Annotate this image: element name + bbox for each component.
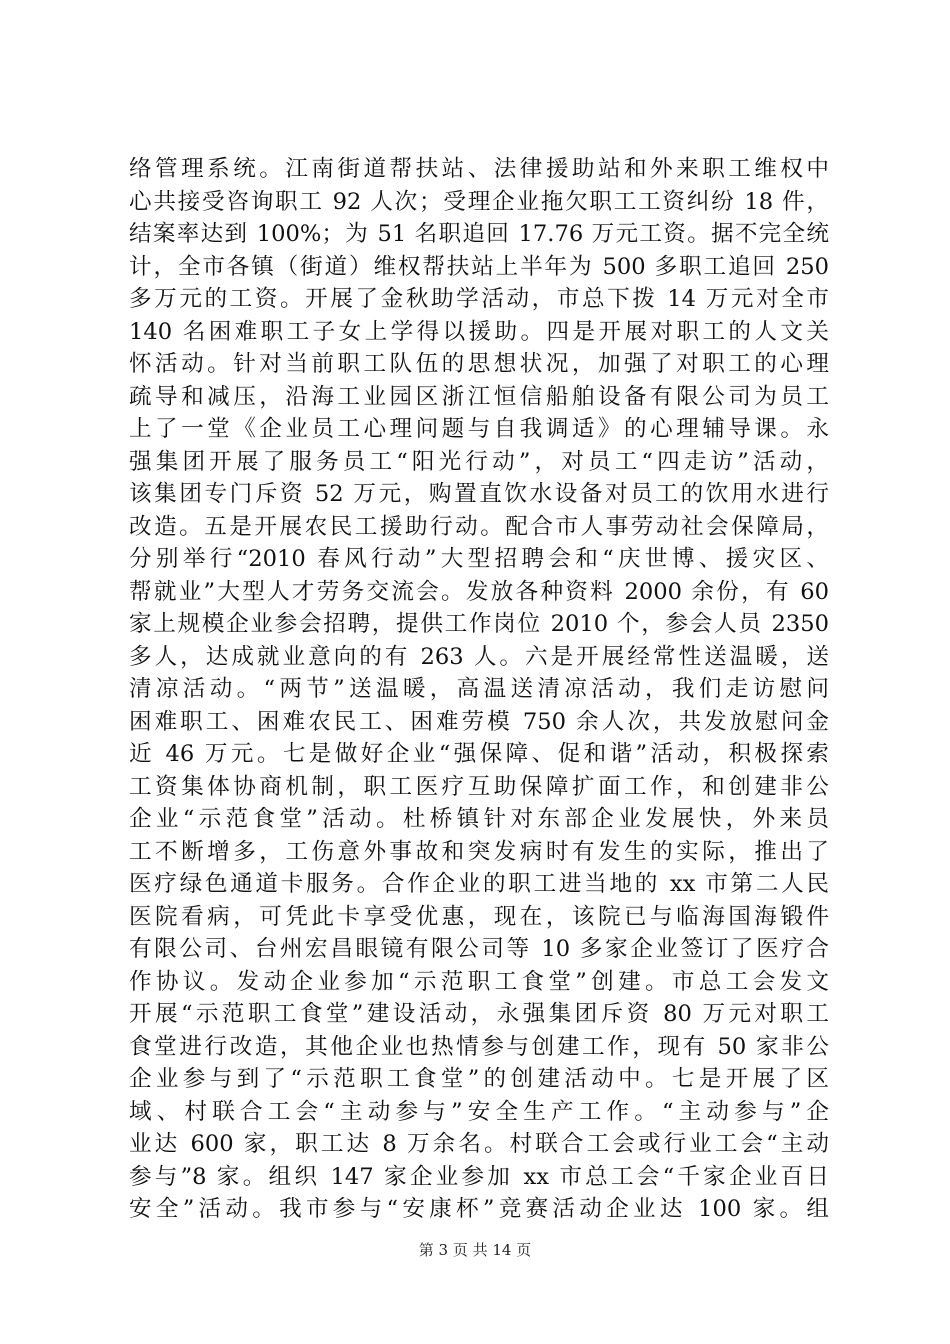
text-line: 开展“示范职工食堂”建设活动，永强集团斥资 80 万元对职工 bbox=[129, 1001, 829, 1027]
text-line: 医疗绿色通道卡服务。合作企业的职工进当地的 xx 市第二人民 bbox=[129, 871, 829, 897]
text-line: 家上规模企业参会招聘，提供工作岗位 2010 个，参会人员 2350 bbox=[129, 611, 829, 637]
text-line: 企业“示范食堂”活动。杜桥镇针对东部企业发展快，外来员 bbox=[129, 806, 829, 832]
text-line: 作协议。发动企业参加“示范职工食堂”创建。市总工会发文 bbox=[129, 968, 829, 995]
text-line: 参与”8 家。组织 147 家企业参加 xx 市总工会“千家企业百日 bbox=[129, 1163, 829, 1190]
text-line: 结案率达到 100%；为 51 名职追回 17.76 万元工资。据不完全统 bbox=[129, 221, 829, 247]
text-line: 络管理系统。江南街道帮扶站、法律援助站和外来职工维权中 bbox=[129, 156, 829, 182]
text-line: 计，全市各镇（街道）维权帮扶站上半年为 500 多职工追回 250 bbox=[129, 253, 829, 280]
text-line: 帮就业”大型人才劳务交流会。发放各种资料 2000 余份，有 60 bbox=[129, 578, 829, 605]
text-line: 安全”活动。我市参与“安康杯”竞赛活动企业达 100 家。组 bbox=[129, 1196, 829, 1222]
text-line: 分别举行“2010 春风行动”大型招聘会和“庆世博、援灾区、 bbox=[129, 546, 829, 572]
text-line: 工资集体协商机制，职工医疗互助保障扩面工作，和创建非公 bbox=[129, 773, 829, 800]
text-line: 心共接受咨询职工 92 人次；受理企业拖欠职工工资纠纷 18 件， bbox=[129, 188, 829, 215]
text-line: 业达 600 家，职工达 8 万余名。村联合工会或行业工会“主动 bbox=[129, 1131, 829, 1157]
text-line: 有限公司、台州宏昌眼镜有限公司等 10 多家企业签订了医疗合 bbox=[129, 936, 829, 962]
text-line: 怀活动。针对当前职工队伍的思想状况，加强了对职工的心理 bbox=[129, 351, 829, 377]
text-line: 多人，达成就业意向的有 263 人。六是开展经常性送温暖，送 bbox=[129, 643, 829, 670]
text-line: 域、村联合工会“主动参与”安全生产工作。“主动参与”企 bbox=[129, 1098, 829, 1125]
page-footer: 第 3 页 共 14 页 bbox=[418, 1241, 532, 1259]
text-line: 医院看病，可凭此卡享受优惠，现在，该院已与临海国海锻件 bbox=[129, 903, 829, 930]
text-line: 多万元的工资。开展了金秋助学活动，市总下拨 14 万元对全市 bbox=[129, 286, 829, 312]
text-line: 该集团专门斥资 52 万元，购置直饮水设备对员工的饮用水进行 bbox=[129, 481, 829, 507]
text-line: 改造。五是开展农民工援助行动。配合市人事劳动社会保障局， bbox=[129, 513, 829, 540]
text-line: 困难职工、困难农民工、困难劳模 750 余人次，共发放慰问金 bbox=[129, 708, 829, 735]
text-line: 近 46 万元。七是做好企业“强保障、促和谐”活动，积极探索 bbox=[129, 741, 829, 767]
text-line: 上了一堂《企业员工心理问题与自我调适》的心理辅导课。永 bbox=[129, 416, 829, 442]
text-line: 工不断增多，工伤意外事故和突发病时有发生的实际，推出了 bbox=[129, 838, 829, 865]
text-line: 140 名困难职工子女上学得以援助。四是开展对职工的人文关 bbox=[129, 318, 829, 345]
text-line: 企业参与到了“示范职工食堂”的创建活动中。七是开展了区 bbox=[129, 1066, 829, 1092]
body-text bbox=[129, 153, 829, 1226]
text-line: 食堂进行改造，其他企业也热情参与创建工作，现有 50 家非公 bbox=[129, 1033, 829, 1060]
text-line: 清凉活动。“两节”送温暖，高温送清凉活动，我们走访慰问 bbox=[129, 676, 829, 702]
text-line: 强集团开展了服务员工“阳光行动”，对员工“四走访”活动， bbox=[129, 448, 829, 475]
text-line: 疏导和减压，沿海工业园区浙江恒信船舶设备有限公司为员工 bbox=[129, 383, 829, 410]
